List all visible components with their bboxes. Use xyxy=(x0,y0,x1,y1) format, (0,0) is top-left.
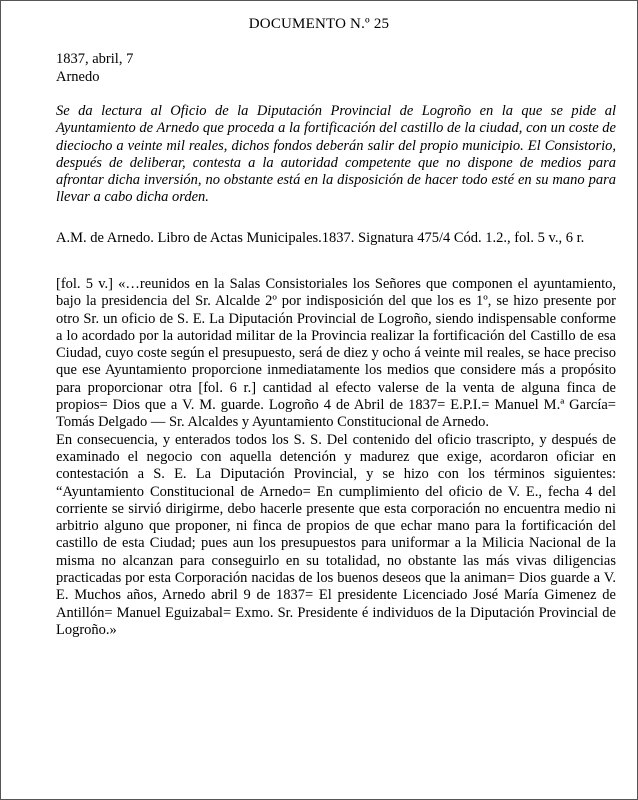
transcription-body xyxy=(56,276,616,639)
document-date: 1837, abril, 7 xyxy=(56,51,134,67)
transcription-paragraph: [fol. 5 v.] «…reunidos en la Salas Consistoriales los Señores que componen el ayuntamiento, bajo la presidencia del Sr. Alcalde 2º por indisposición del que los es 1º, se hizo presente por otro Sr. un oficio de S. E. La Diputación Provincial de Logroño, siendo indispensable conforme a lo acordado por la autoridad militar de la Provincia realizar la fortificación del Castillo de esa Ciudad, cuyo coste según el presupuesto, será de diez y ocho á veinte mil reales, se hace preciso que ese Ayuntamiento proporcione inmediatamente los medios que considere más a propósito para proporcionar otra [fol. 6 r.] cantidad al efecto valerse de la venta de alguna finca de propios= Dios que a V. M. guarde. Logroño 4 de Abril de 1837= E.P.I.= Manuel M.ª García= Tomás Delgado — Sr. Alcaldes y Ayuntamiento Constitucional de Arnedo. xyxy=(56,276,616,431)
document-header xyxy=(56,50,133,86)
archival-source: A.M. de Arnedo. Libro de Actas Municipales.1837. Signatura 475/4 Cód. 1.2., fol. 5 v., 6 r. xyxy=(56,230,585,246)
transcription-paragraph: En consecuencia, y enterados todos los S. S. Del contenido del oficio trascripto, y después de examinado el negocio con aquella detención y madurez que exige, acordaron oficiar en contestación a S. E. La Diputación Provincial, y se hizo con los términos siguientes: “Ayuntamiento Constitucional de Arnedo= En cumplimiento del oficio de V. E., fecha 4 del corriente se sirvió dirigirme, debo hacerle presente que esta corporación no encuentra medio ni arbitrio alguno que proponer, ni finca de propios de que echar mano para la fortificación del castillo de esta Ciudad; pues aun los presupuestos para uniformar a la Milicia Nacional de la misma no alcanzan para conseguirlo en su totalidad, no obstante las más vivas diligencias practicadas por esta Corporación nacidas de los buenos deseos que la animan= Dios guarde a V. E. Muchos años, Arnedo abril 9 de 1837= El presidente Licenciado José María Gimenez de Antillón= Manuel Eguizabal= Exmo. Sr. Presidente é individuos de la Diputación Provincial de Logroño.» xyxy=(56,431,616,638)
document-title: DOCUMENTO N.º 25 xyxy=(248,16,390,32)
document-place: Arnedo xyxy=(56,69,100,85)
document-summary: Se da lectura al Oficio de la Diputación Provincial de Logroño en la que se pide al Ayuntamiento de Arnedo que proceda a la fortificación del castillo de la ciudad, con un coste de dieciocho a veinte mil reales, dichos fondos deberán salir del propio municipio. El Consistorio, después de deliberar, contesta a la autoridad competente que no dispone de medios para afrontar dicha inversión, no obstante está en la disposición de hacer todo esté en su mano para llevar a cabo dicha orden. xyxy=(56,103,616,206)
